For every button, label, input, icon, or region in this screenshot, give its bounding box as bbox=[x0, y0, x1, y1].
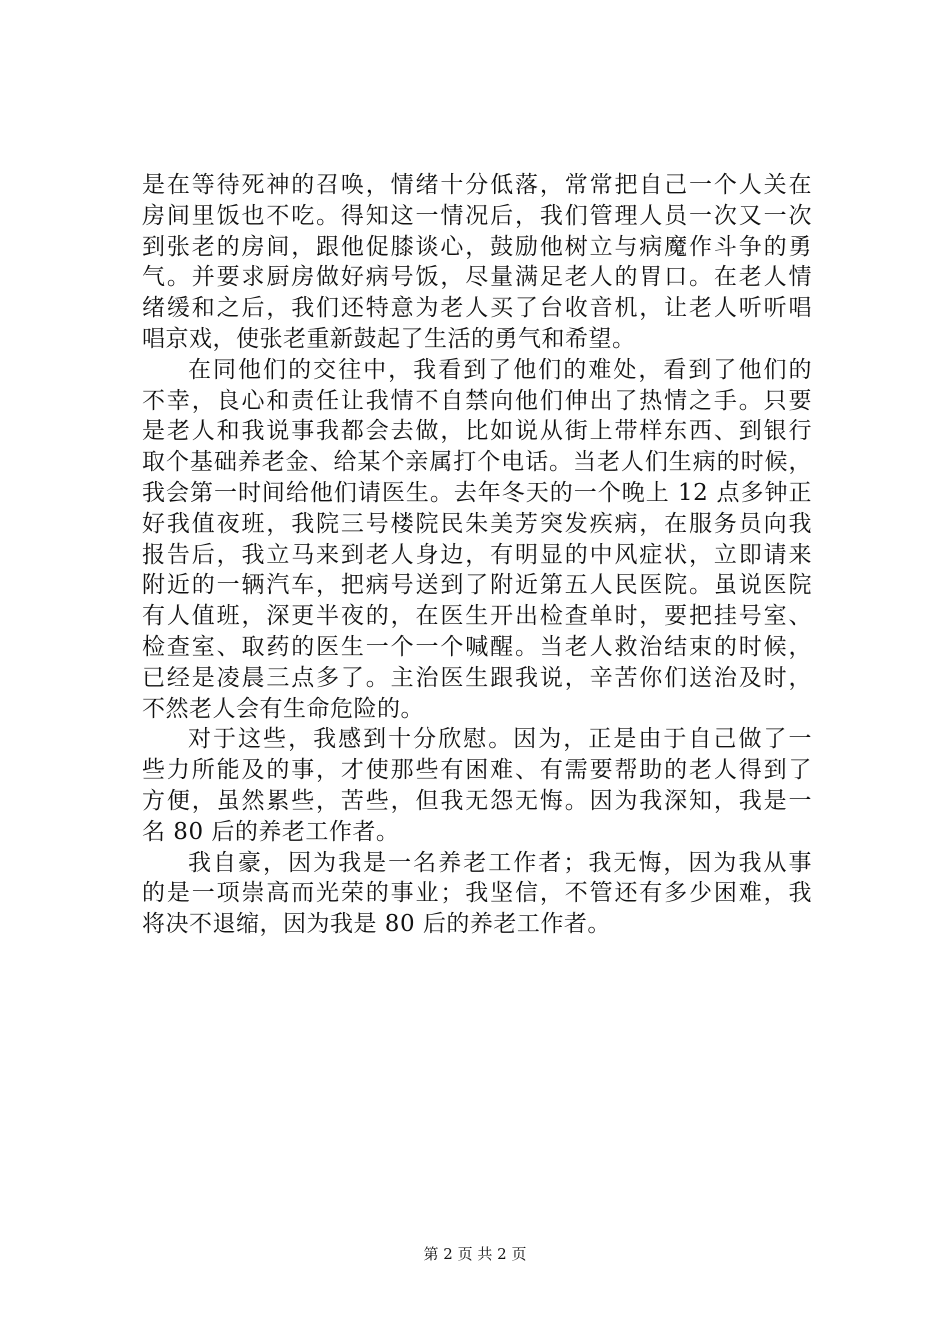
text-line: 不幸，良心和责任让我情不自禁向他们伸出了热情之手。只要 bbox=[142, 387, 812, 414]
text-line: 将决不退缩，因为我是 80 后的养老工作者。 bbox=[142, 911, 611, 938]
text-line: 我会第一时间给他们请医生。去年冬天的一个晚上 12 点多钟正 bbox=[142, 479, 812, 506]
paragraph bbox=[142, 724, 812, 847]
text-line: 对于这些，我感到十分欣慰。因为，正是由于自己做了一 bbox=[188, 726, 812, 753]
text-line: 不然老人会有生命危险的。 bbox=[142, 695, 424, 722]
text-line: 已经是凌晨三点多了。主治医生跟我说，辛苦你们送治及时， bbox=[142, 664, 812, 691]
text-line: 是老人和我说事我都会去做，比如说从街上带样东西、到银行 bbox=[142, 418, 812, 445]
text-line: 报告后，我立马来到老人身边，有明显的中风症状，立即请来 bbox=[142, 541, 812, 568]
text-line: 方便，虽然累些，苦些，但我无怨无悔。因为我深知，我是一 bbox=[142, 787, 812, 814]
text-line: 是在等待死神的召唤，情绪十分低落，常常把自己一个人关在 bbox=[142, 172, 812, 198]
text-line: 气。并要求厨房做好病号饭，尽量满足老人的胃口。在老人情 bbox=[142, 264, 812, 291]
page-footer: 第 2 页 共 2 页 bbox=[423, 1245, 527, 1263]
text-line: 名 80 后的养老工作者。 bbox=[142, 818, 400, 845]
text-line: 房间里饭也不吃。得知这一情况后，我们管理人员一次又一次 bbox=[142, 202, 812, 229]
text-line: 检查室、取药的医生一个一个喊醒。当老人救治结束的时候， bbox=[142, 633, 812, 660]
text-line: 绪缓和之后，我们还特意为老人买了台收音机，让老人听听唱 bbox=[142, 295, 812, 322]
text-line: 好我值夜班，我院三号楼院民朱美芳突发疾病，在服务员向我 bbox=[142, 510, 812, 537]
text-line: 些力所能及的事，才使那些有困难、有需要帮助的老人得到了 bbox=[142, 757, 812, 784]
paragraph bbox=[142, 848, 812, 940]
text-line: 在同他们的交往中，我看到了他们的难处，看到了他们的 bbox=[188, 356, 812, 383]
text-line: 取个基础养老金、给某个亲属打个电话。当老人们生病的时候， bbox=[142, 449, 812, 476]
text-line: 唱京戏，使张老重新鼓起了生活的勇气和希望。 bbox=[142, 325, 636, 352]
paragraph bbox=[142, 355, 812, 725]
document-body bbox=[142, 170, 812, 940]
text-line: 的是一项崇高而光荣的事业；我坚信，不管还有多少困难，我 bbox=[142, 880, 812, 907]
text-line: 到张老的房间，跟他促膝谈心，鼓励他树立与病魔作斗争的勇 bbox=[142, 233, 812, 260]
text-line: 附近的一辆汽车，把病号送到了附近第五人民医院。虽说医院 bbox=[142, 572, 812, 599]
text-line: 我自豪，因为我是一名养老工作者；我无悔，因为我从事 bbox=[188, 849, 812, 876]
text-line: 有人值班，深更半夜的，在医生开出检查单时，要把挂号室、 bbox=[142, 603, 812, 630]
paragraph bbox=[142, 170, 812, 355]
